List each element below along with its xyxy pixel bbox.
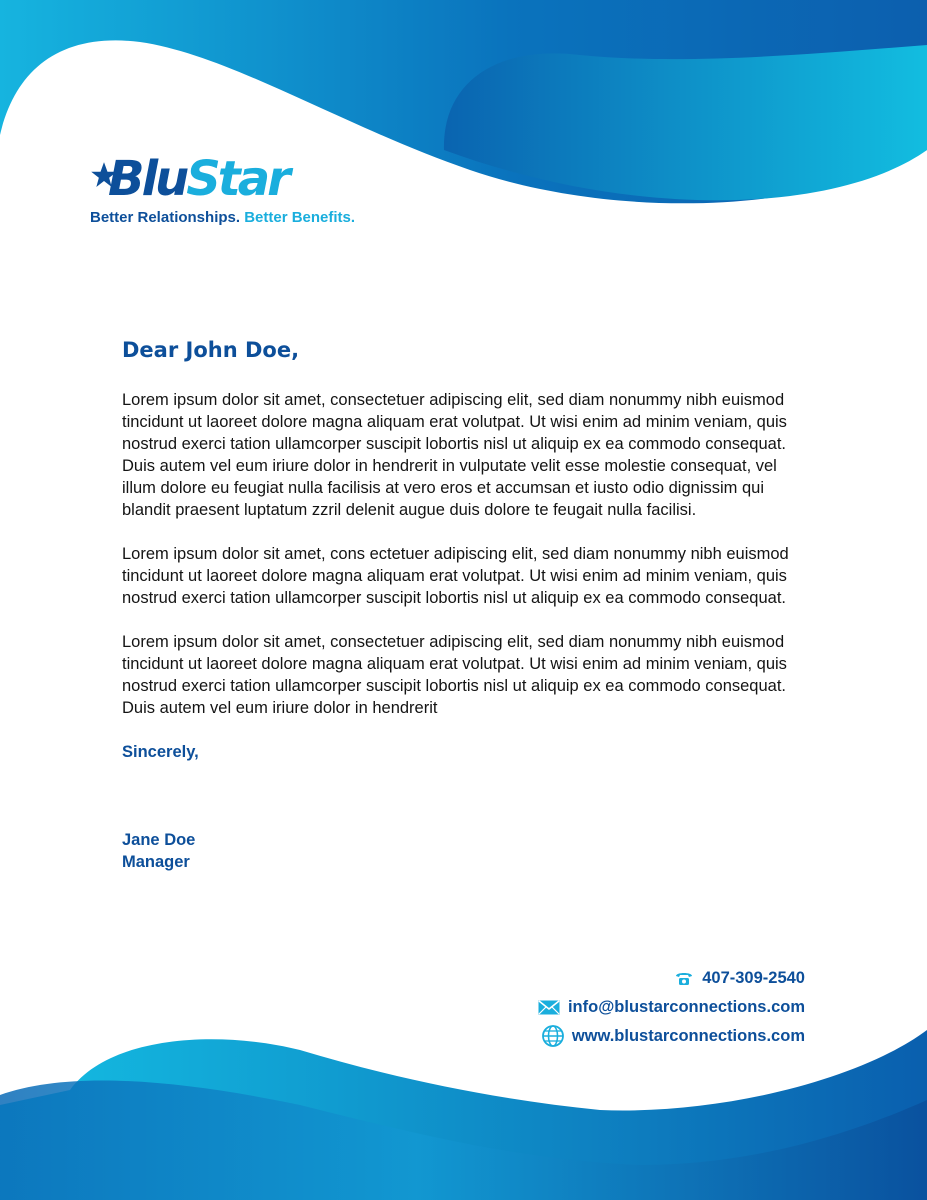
letter-closing: Sincerely,	[122, 743, 199, 761]
phone-icon	[674, 970, 694, 986]
signer-title: Manager	[122, 853, 190, 871]
letter-paragraph-3: Lorem ipsum dolor sit amet, consectetuer adipiscing elit, sed diam nonummy nibh euismod tincidunt ut laoreet dolore magna aliquam erat volutpat. Ut wisi enim ad minim veniam, quis nostrud exerci tation ullamcorper suscipit lobortis nisl ut aliquip ex ea commodo consequat. Duis autem vel eum iriure dolor in hendrerit	[122, 633, 787, 717]
contact-phone-row	[538, 966, 805, 990]
letter-paragraph-2: Lorem ipsum dolor sit amet, cons ectetuer adipiscing elit, sed diam nonummy nibh euismod tincidunt ut laoreet dolore magna aliquam erat volutpat. Ut wisi enim ad minim veniam, quis nostrud exerci tation ullamcorper suscipit lobortis nisl ut aliquip ex ea commodo consequat.	[122, 545, 789, 607]
tagline-part2: Better Benefits.	[244, 209, 356, 226]
contact-info	[538, 966, 805, 1053]
signature-block	[122, 829, 812, 873]
logo-name-part2: Star	[186, 151, 288, 207]
contact-website-row	[538, 1024, 805, 1048]
contact-email-row	[538, 995, 805, 1019]
letter-paragraph-1: Lorem ipsum dolor sit amet, consectetuer adipiscing elit, sed diam nonummy nibh euismod tincidunt ut laoreet dolore magna aliquam erat volutpat. Ut wisi enim ad minim veniam, quis nostrud exerci tation ullamcorper suscipit lobortis nisl ut aliquip ex ea commodo consequat. Duis autem vel eum iriure dolor in hendrerit in vulputate velit esse molestie consequat, vel illum dolore eu feugiat nulla facilisis at vero eros et accumsan et iusto odio dignissim qui blandit praesent luptatum zzril delenit augue duis dolore te feugait nulla facilisi.	[122, 391, 787, 519]
contact-website[interactable]: www.blustarconnections.com	[571, 1026, 805, 1045]
globe-icon	[542, 1025, 564, 1047]
letter-body	[122, 333, 812, 873]
contact-email[interactable]: info@blustarconnections.com	[567, 997, 805, 1016]
logo-name-part1: Blu	[108, 151, 187, 207]
letter-greeting: Dear John Doe,	[122, 338, 300, 362]
envelope-icon	[538, 1000, 560, 1015]
signer-name: Jane Doe	[122, 831, 196, 849]
brand-tagline	[90, 209, 355, 226]
contact-phone[interactable]: 407-309-2540	[702, 968, 805, 987]
tagline-part1: Better Relationships.	[90, 209, 245, 226]
